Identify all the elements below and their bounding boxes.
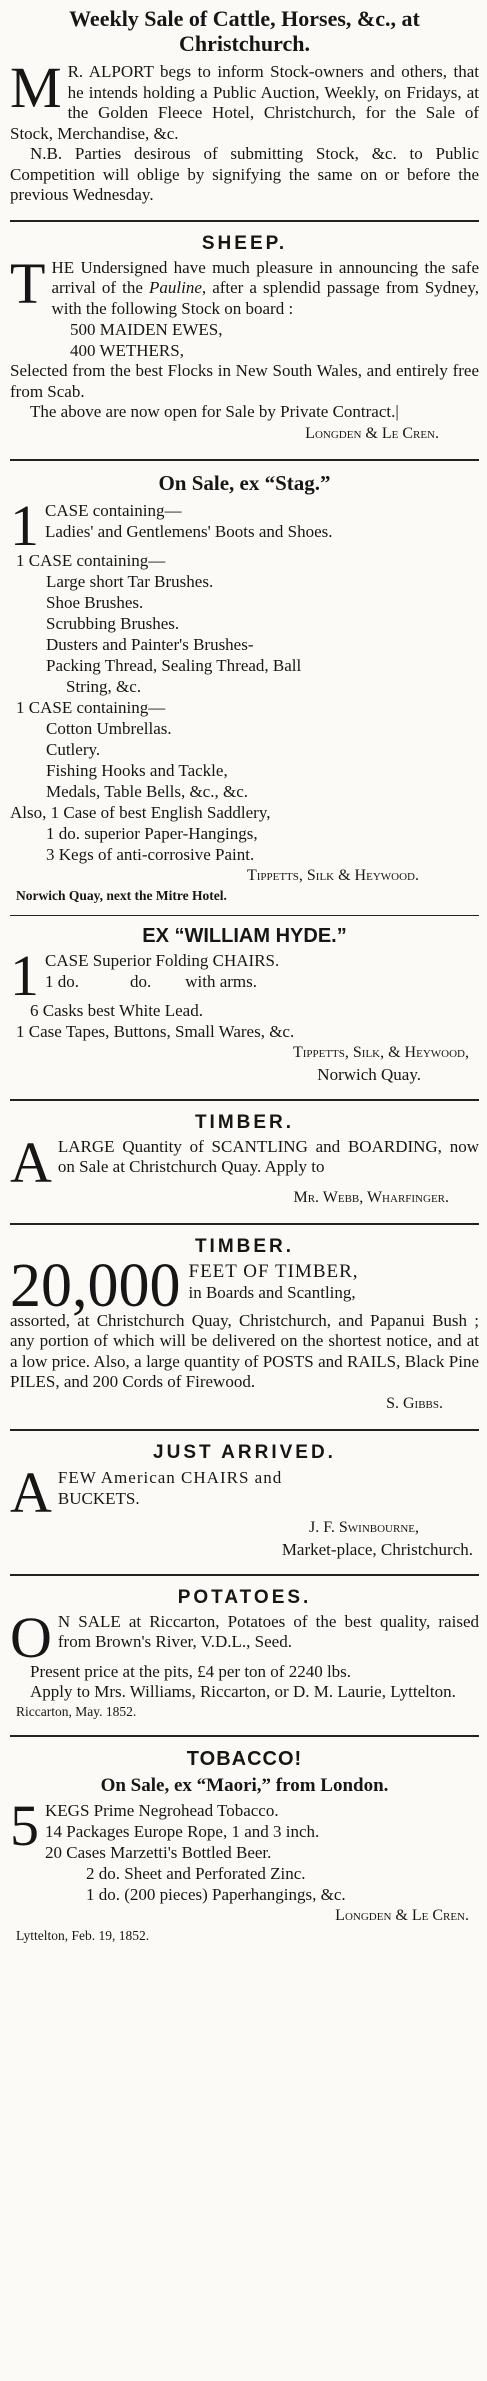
advert-note: N.B. Parties desirous of submitting Stock, &c. to Public Competition will oblige by signifying the same on or before the previous Wednesday. xyxy=(10,144,479,204)
advert-body: LARGE Quantity of SCANTLING and BOARDING, now on Sale at Christchurch Quay. Apply to xyxy=(57,1136,479,1176)
list-item: KEGS Prime Negrohead Tobacco. xyxy=(45,1800,279,1820)
drop-cap: A xyxy=(10,1129,52,1195)
advert-title: TIMBER. xyxy=(194,1235,295,1257)
divider xyxy=(10,915,479,916)
advert-just-arrived xyxy=(10,1441,479,1560)
list-item: Shoe Brushes. xyxy=(46,592,144,612)
signature: S. Gibbs. xyxy=(386,1394,443,1412)
advert-body: Apply to Mrs. Williams, Riccarton, or D. M. Laurie, Lyttelton. xyxy=(30,1682,456,1701)
advert-subtitle: On Sale, ex “Maori,” from London. xyxy=(100,1774,389,1796)
advert-body: assorted, at Christchurch Quay, Christchurch, and Papanui Bush ; any portion of which will be delivered on the shortest notice, and at a low price. Also, a large quantity of POSTS and RAILS, Black Pine PILES, and 200 Cords of Firewood. xyxy=(10,1310,479,1391)
list-item xyxy=(10,950,479,971)
list-item: Fishing Hooks and Tackle, xyxy=(46,760,228,780)
drop-cap: 5 xyxy=(10,1792,39,1858)
advert-stag xyxy=(10,471,479,905)
list-item: in Boards and Scantling, xyxy=(188,1282,356,1302)
advert-body: R. ALPORT begs to inform Stock-owners and others, that he intends holding a Public Auction, Weekly, on Fridays, at the Golden Fleece Hotel, Christchurch, for the Sale of Stock, Merchandise, &c. xyxy=(10,62,479,143)
drop-cap: A xyxy=(10,1459,52,1525)
divider xyxy=(10,220,479,222)
advert-title: JUST ARRIVED. xyxy=(153,1441,336,1463)
list-item: Also, 1 Case of best English Saddlery, xyxy=(10,802,271,822)
list-item: 20 Cases Marzetti's Bottled Beer. xyxy=(45,1842,272,1862)
drop-cap: 1 xyxy=(10,942,39,1008)
drop-cap: T xyxy=(10,250,46,316)
divider xyxy=(10,1735,479,1737)
advert-william-hyde xyxy=(10,924,479,1085)
list-item: 6 Casks best White Lead. xyxy=(30,1000,203,1020)
advert-title: EX “WILLIAM HYDE.” xyxy=(142,924,347,947)
list-item: Large short Tar Brushes. xyxy=(46,571,214,591)
advert-title: TIMBER. xyxy=(194,1111,295,1133)
divider xyxy=(10,1223,479,1225)
list-item: 1 do. (200 pieces) Paperhangings, &c. xyxy=(86,1884,346,1904)
list-item: 1 do. superior Paper-Hangings, xyxy=(46,823,258,843)
list-item-text: CASE Superior Folding CHAIRS. xyxy=(45,950,280,970)
list-item: 1 CASE containing— xyxy=(16,550,166,570)
dateline: Lyttelton, Feb. 19, 1852. xyxy=(16,1927,150,1943)
list-item: CASE containing— xyxy=(45,500,182,520)
list-item: Ladies' and Gentlemens' Boots and Shoes. xyxy=(45,521,333,541)
big-number: 20,000 xyxy=(10,1251,181,1320)
divider xyxy=(10,1574,479,1576)
advert-body: Selected from the best Flocks in New South Wales, and entirely free from Scab. xyxy=(10,361,479,401)
address: Market-place, Christchurch. xyxy=(281,1539,473,1559)
dateline: Riccarton, May. 1852. xyxy=(16,1703,137,1719)
advert-timber-gibbs xyxy=(10,1235,479,1415)
drop-cap: O xyxy=(10,1604,52,1670)
list-item: 14 Packages Europe Rope, 1 and 3 inch. xyxy=(45,1821,320,1841)
list-item: FEET OF TIMBER, xyxy=(188,1260,359,1282)
list-item: Cutlery. xyxy=(46,739,101,759)
signature: Longden & Le Cren. xyxy=(335,1906,469,1924)
stock-line: 500 MAIDEN EWES, xyxy=(70,320,223,339)
list-item: 2 do. Sheet and Perforated Zinc. xyxy=(86,1863,306,1883)
list-item: BUCKETS. xyxy=(57,1488,140,1508)
list-item: 1 Case Tapes, Buttons, Small Wares, &c. xyxy=(16,1021,295,1041)
advert-title: On Sale, ex “Stag.” xyxy=(158,470,331,495)
list-item: Packing Thread, Sealing Thread, Ball xyxy=(46,655,302,675)
address: Norwich Quay. xyxy=(317,1064,421,1084)
list-item: FEW American CHAIRS and xyxy=(57,1467,283,1487)
list-item: Dusters and Painter's Brushes- xyxy=(46,634,254,654)
advert-body: N SALE at Riccarton, Potatoes of the best quality, raised from Brown's River, V.D.L., Seed. xyxy=(57,1611,479,1651)
list-item: 1 CASE containing— xyxy=(16,697,166,717)
list-item: Scrubbing Brushes. xyxy=(46,613,180,633)
advert-body: The above are now open for Sale by Private Contract.| xyxy=(30,402,399,421)
advert-tobacco xyxy=(10,1747,479,1945)
list-item: 3 Kegs of anti-corrosive Paint. xyxy=(46,844,255,864)
advert-sheep xyxy=(10,232,479,445)
list-item: String, &c. xyxy=(66,676,142,696)
signature: Tippetts, Silk & Heywood. xyxy=(246,866,419,884)
signature: Longden & Le Cren. xyxy=(305,424,439,442)
advert-title: SHEEP. xyxy=(201,232,288,254)
body-text-b: , after a splendid passage from Sydney, with the following Stock on board : xyxy=(51,278,479,318)
ship-name: Pauline xyxy=(148,278,202,297)
advert-body xyxy=(10,250,479,320)
body-text-a: HE Undersigned have much pleasure in announcing the safe arrival of the xyxy=(51,257,479,297)
signature: J. F. Swinbourne, xyxy=(309,1518,419,1536)
advert-potatoes xyxy=(10,1586,479,1721)
address: Norwich Quay, next the Mitre Hotel. xyxy=(16,887,227,903)
drop-cap: M xyxy=(10,55,62,120)
divider xyxy=(10,1429,479,1431)
advert-timber-webb xyxy=(10,1111,479,1209)
list-item: Cotton Umbrellas. xyxy=(46,718,172,738)
advert-title: TOBACCO! xyxy=(186,1747,303,1770)
advert-weekly-sale xyxy=(10,6,479,206)
divider xyxy=(10,459,479,461)
signature: Tippetts, Silk, & Heywood, xyxy=(292,1043,469,1061)
signature: Mr. Webb, Wharfinger. xyxy=(293,1188,449,1206)
list-item: 1 do. do. with arms. xyxy=(45,971,258,991)
advert-title: POTATOES. xyxy=(177,1586,312,1608)
divider xyxy=(10,1099,479,1101)
drop-cap: 1 xyxy=(10,492,39,558)
advert-body: Present price at the pits, £4 per ton of 2240 lbs. xyxy=(30,1661,352,1681)
list-item: Medals, Table Bells, &c., &c. xyxy=(46,781,248,801)
advert-title: Weekly Sale of Cattle, Horses, &c., at Christchurch. xyxy=(69,6,420,56)
stock-line: 400 WETHERS, xyxy=(70,341,184,360)
